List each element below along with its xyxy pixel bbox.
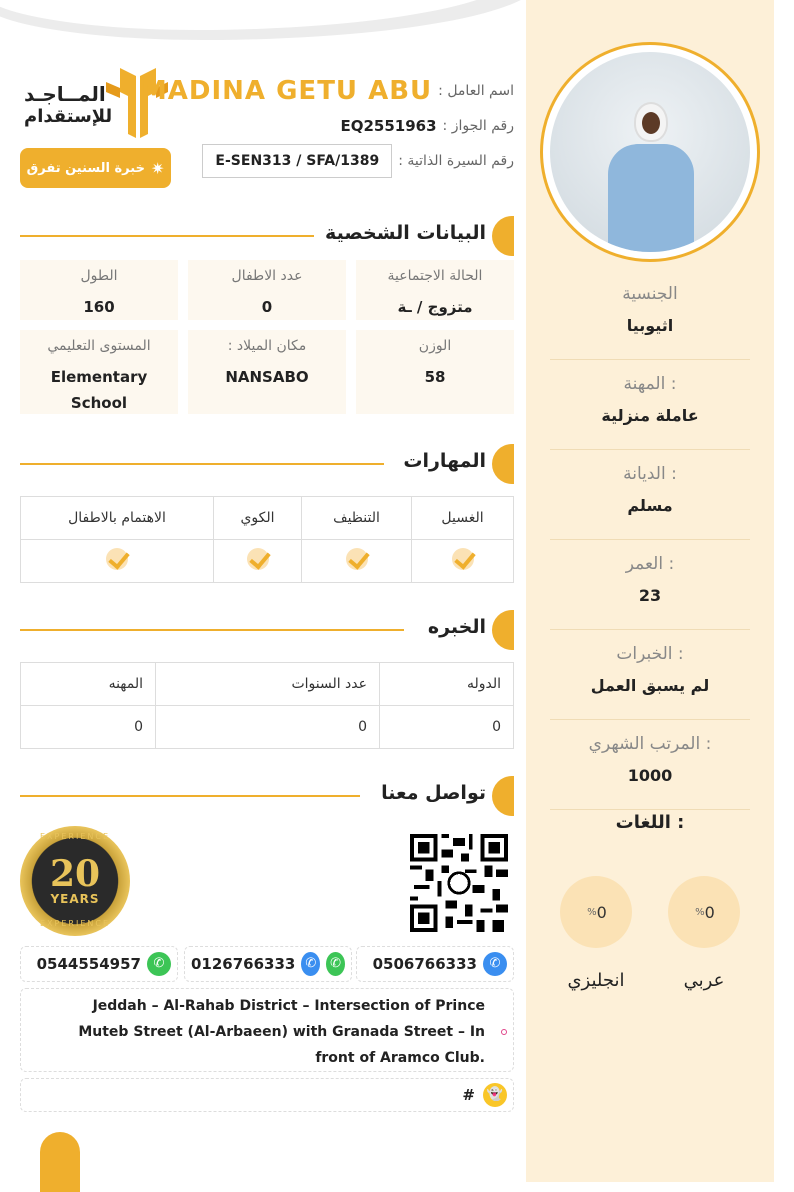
snapchat-handle[interactable]: #: [462, 1086, 475, 1104]
table-header: عدد السنوات: [156, 663, 380, 706]
cv-number: E-SEN313 / SFA/1389: [202, 144, 392, 178]
table-cell: 0: [380, 706, 514, 749]
info-experience: [550, 630, 750, 720]
languages-title: اللغات :: [615, 812, 685, 833]
info-age: [550, 540, 750, 630]
table-header-row: [21, 663, 514, 706]
address-text: Jeddah – Al-Rahab District – Intersection of Prince Muteb Street (Al-Arbaeen) with Granada Street – In front of Aramco Club.: [78, 998, 485, 1066]
logo-text: المــاجـد: [24, 82, 106, 106]
phone-number[interactable]: 0126766333: [191, 955, 296, 973]
phone-contact-1[interactable]: [356, 946, 514, 982]
section-title: تواصل معنا: [381, 782, 486, 804]
info-label: الجنسية: [622, 284, 678, 304]
section-title: المهارات: [403, 450, 486, 472]
bottom-decoration: [40, 1132, 80, 1192]
cv-row: [202, 144, 514, 178]
section-personal: [20, 216, 514, 256]
info-value: عاملة منزلية: [601, 406, 699, 425]
info-value: 23: [638, 586, 662, 605]
table-header: الاهتمام بالاطفال: [21, 497, 214, 540]
table-row: [21, 706, 514, 749]
field-birthplace: مكان الميلاد : NANSABO: [188, 330, 346, 414]
table-cell: 0: [21, 706, 156, 749]
section-title: البيانات الشخصية: [325, 222, 486, 244]
info-label: المهنة :: [623, 374, 677, 394]
passport-row: [340, 117, 514, 135]
section-contact: [20, 776, 514, 816]
passport-label: رقم الجواز :: [442, 118, 514, 134]
info-nationality: [550, 270, 750, 360]
worker-photo: [550, 52, 750, 252]
language-name: انجليزي: [567, 970, 625, 991]
table-row: [21, 540, 514, 583]
phone-icon[interactable]: ✆: [483, 952, 507, 976]
field-children: عدد الاطفال 0: [188, 260, 346, 320]
section-skills: [20, 444, 514, 484]
info-label: المرتب الشهري :: [588, 734, 712, 754]
language-english: [560, 876, 632, 991]
info-label: العمر :: [625, 554, 675, 574]
table-cell: 0: [156, 706, 380, 749]
table-header: الدوله: [380, 663, 514, 706]
field-marital-status: الحالة الاجتماعية متزوج / ـة: [356, 260, 514, 320]
sparkle-icon: ✷: [150, 158, 165, 178]
worker-name-label: اسم العامل :: [438, 83, 514, 99]
info-value: مسلم: [627, 496, 673, 515]
20-years-experience-seal: EXPERIENCE 20 YEARS EXPERIENCE: [20, 826, 130, 936]
language-name: عربي: [683, 970, 725, 991]
passport-number: EQ2551963: [340, 117, 437, 135]
info-label: الديانة :: [623, 464, 677, 484]
language-arabic: [668, 876, 740, 991]
info-value: لم يسبق العمل: [590, 676, 710, 695]
phone-icon[interactable]: ✆: [301, 952, 320, 976]
info-value: 1000: [627, 766, 673, 785]
info-religion: [550, 450, 750, 540]
info-label: الخبرات :: [616, 644, 684, 664]
phone-number[interactable]: 0506766333: [372, 955, 477, 973]
address-box: [20, 988, 514, 1072]
worker-name-row: [141, 76, 514, 106]
table-header: الغسيل: [412, 497, 514, 540]
snapchat-contact[interactable]: [20, 1078, 514, 1112]
language-percent-circle: % 0: [668, 876, 740, 948]
experience-table: [20, 662, 514, 749]
logo-text: للإستقدام: [24, 106, 113, 127]
sidebar-info-list: [550, 270, 750, 810]
check-icon: [106, 548, 128, 570]
field-education: المستوى التعليمي Elementary School: [20, 330, 178, 414]
info-profession: [550, 360, 750, 450]
check-icon: [247, 548, 269, 570]
check-icon: [346, 548, 368, 570]
phone-contact-3[interactable]: [20, 946, 178, 982]
snapchat-icon[interactable]: 👻: [483, 1083, 507, 1107]
info-salary: [550, 720, 750, 810]
qr-code-icon[interactable]: [410, 834, 508, 932]
location-icon: [501, 1029, 507, 1035]
worker-photo-frame: [540, 42, 760, 262]
section-experience: [20, 610, 514, 650]
section-title: الخبره: [427, 616, 486, 638]
field-weight: الوزن 58: [356, 330, 514, 414]
phone-number[interactable]: 0544554957: [36, 955, 141, 973]
whatsapp-icon[interactable]: ✆: [326, 952, 345, 976]
cv-label: رقم السيرة الذاتية :: [398, 153, 514, 169]
info-value: اثيوبيا: [626, 316, 674, 335]
table-header: الكوي: [214, 497, 302, 540]
language-percent-circle: % 0: [560, 876, 632, 948]
worker-name: MADINA GETU ABU: [140, 76, 433, 106]
personal-grid: [20, 260, 514, 414]
check-icon: [452, 548, 474, 570]
table-header: التنظيف: [302, 497, 412, 540]
phone-contact-2[interactable]: [184, 946, 352, 982]
field-height: الطول 160: [20, 260, 178, 320]
table-header-row: [21, 497, 514, 540]
table-header: المهنه: [21, 663, 156, 706]
skills-table: [20, 496, 514, 583]
experience-badge: خبرة السنين تفرق ✷: [20, 148, 171, 188]
whatsapp-icon[interactable]: ✆: [147, 952, 171, 976]
